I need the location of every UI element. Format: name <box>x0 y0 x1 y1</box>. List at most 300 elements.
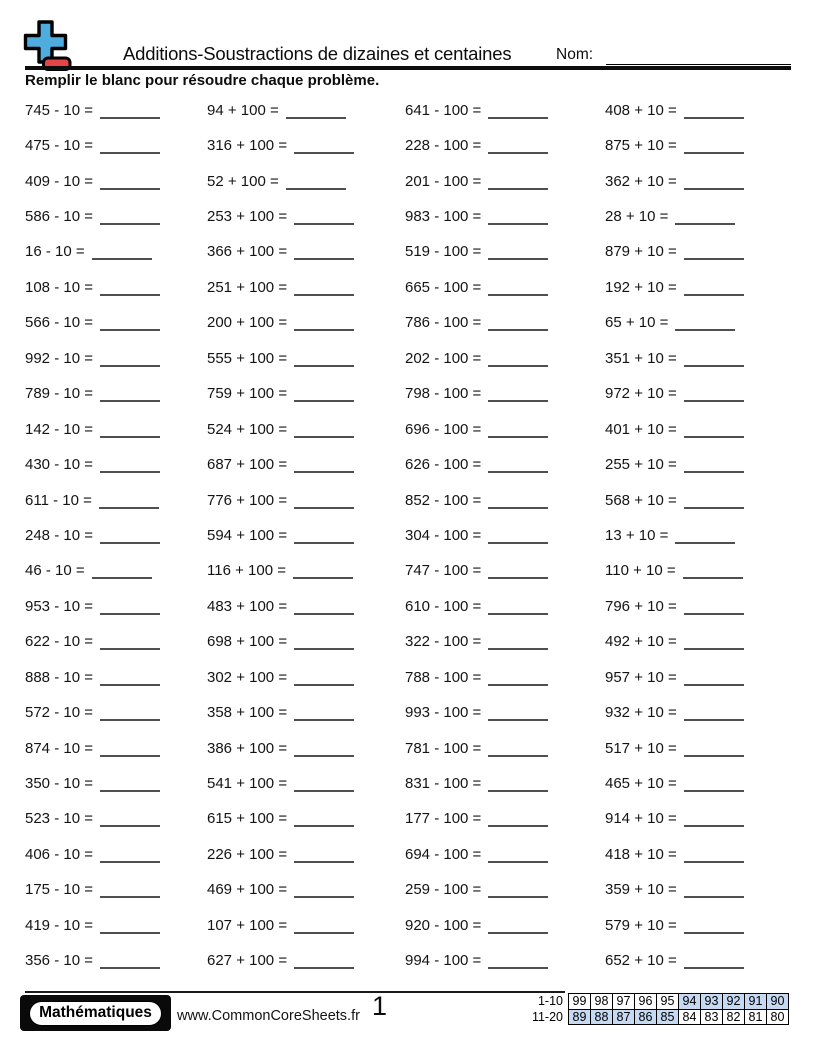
problem-cell <box>207 385 405 403</box>
header-divider <box>25 66 791 70</box>
problem-cell <box>207 137 405 155</box>
equation-text: 322 - 100 = <box>405 633 482 651</box>
answer-blank[interactable] <box>294 245 354 260</box>
answer-blank[interactable] <box>675 210 735 225</box>
equation-text: 202 - 100 = <box>405 349 482 367</box>
answer-blank[interactable] <box>488 671 548 686</box>
problem-cell <box>207 952 405 970</box>
problem-cell <box>605 669 791 687</box>
equation-text: 409 - 10 = <box>25 172 93 190</box>
problem-cell <box>605 385 791 403</box>
equation-text: 475 - 10 = <box>25 137 93 155</box>
equation-text: 555 + 100 = <box>207 349 288 367</box>
score-cell: 80 <box>767 1009 789 1025</box>
answer-blank[interactable] <box>488 742 548 757</box>
equation-text: 627 + 100 = <box>207 952 288 970</box>
problem-cell <box>405 881 605 899</box>
answer-blank[interactable] <box>488 423 548 438</box>
problem-cell <box>25 279 207 297</box>
problem-cell <box>25 102 207 120</box>
answer-blank[interactable] <box>294 635 354 650</box>
score-cell: 95 <box>657 994 679 1010</box>
problem-cell <box>25 598 207 616</box>
answer-blank[interactable] <box>294 423 354 438</box>
problem-cell <box>25 917 207 935</box>
equation-text: 52 + 100 = <box>207 172 279 190</box>
answer-blank[interactable] <box>488 352 548 367</box>
answer-blank[interactable] <box>488 281 548 296</box>
answer-blank[interactable] <box>684 635 744 650</box>
problem-cell <box>25 137 207 155</box>
equation-text: 253 + 100 = <box>207 208 288 226</box>
equation-text: 177 - 100 = <box>405 810 482 828</box>
equation-text: 469 + 100 = <box>207 881 288 899</box>
problem-cell <box>207 775 405 793</box>
score-row <box>518 1009 789 1025</box>
answer-blank[interactable] <box>488 175 548 190</box>
answer-blank[interactable] <box>684 919 744 934</box>
answer-blank[interactable] <box>488 600 548 615</box>
answer-blank[interactable] <box>488 529 548 544</box>
score-cell: 98 <box>591 994 613 1010</box>
answer-blank[interactable] <box>286 104 346 119</box>
problem-cell <box>605 314 791 332</box>
answer-blank[interactable] <box>100 706 160 721</box>
answer-blank[interactable] <box>488 245 548 260</box>
problem-cell <box>605 137 791 155</box>
score-cell: 97 <box>613 994 635 1010</box>
answer-blank[interactable] <box>294 883 354 898</box>
problem-cell <box>207 492 405 510</box>
answer-blank[interactable] <box>100 742 160 757</box>
problem-cell <box>605 492 791 510</box>
name-blank-line[interactable] <box>606 44 791 65</box>
problem-cell <box>25 669 207 687</box>
problem-cell <box>207 704 405 722</box>
answer-blank[interactable] <box>488 139 548 154</box>
answer-blank[interactable] <box>294 742 354 757</box>
problem-cell <box>605 279 791 297</box>
problems-grid <box>25 93 791 979</box>
answer-blank[interactable] <box>294 494 354 509</box>
answer-blank[interactable] <box>488 104 548 119</box>
problem-cell <box>25 633 207 651</box>
score-cell: 96 <box>635 994 657 1010</box>
problem-cell <box>25 775 207 793</box>
answer-blank[interactable] <box>293 564 353 579</box>
answer-blank[interactable] <box>684 671 744 686</box>
equation-text: 541 + 100 = <box>207 775 288 793</box>
equation-text: 465 + 10 = <box>605 775 677 793</box>
score-cell: 93 <box>701 994 723 1010</box>
equation-text: 524 + 100 = <box>207 420 288 438</box>
problem-cell <box>605 704 791 722</box>
answer-blank[interactable] <box>675 529 735 544</box>
problem-cell <box>25 846 207 864</box>
answer-blank[interactable] <box>294 458 354 473</box>
problem-cell <box>405 102 605 120</box>
equation-text: 696 - 100 = <box>405 420 482 438</box>
problem-cell <box>405 173 605 191</box>
score-cell: 83 <box>701 1009 723 1025</box>
problem-cell <box>207 881 405 899</box>
problem-cell <box>207 173 405 191</box>
problem-cell <box>405 314 605 332</box>
problem-cell <box>405 421 605 439</box>
equation-text: 914 + 10 = <box>605 810 677 828</box>
answer-blank[interactable] <box>684 706 744 721</box>
problem-cell <box>25 350 207 368</box>
score-cell: 82 <box>723 1009 745 1025</box>
equation-text: 358 + 100 = <box>207 704 288 722</box>
answer-blank[interactable] <box>684 600 744 615</box>
problem-cell <box>207 350 405 368</box>
equation-text: 362 + 10 = <box>605 172 677 190</box>
problem-cell <box>405 137 605 155</box>
problem-cell <box>405 562 605 580</box>
problem-cell <box>25 952 207 970</box>
answer-blank[interactable] <box>488 316 548 331</box>
answer-blank[interactable] <box>684 352 744 367</box>
equation-text: 611 - 10 = <box>25 491 92 509</box>
answer-blank[interactable] <box>100 848 160 863</box>
equation-text: 992 - 10 = <box>25 349 93 367</box>
problem-cell <box>207 562 405 580</box>
plus-minus-logo-icon <box>20 18 72 72</box>
equation-text: 586 - 10 = <box>25 208 93 226</box>
answer-blank[interactable] <box>684 494 744 509</box>
answer-blank[interactable] <box>100 600 160 615</box>
brand-label: Mathématiques <box>29 1001 162 1026</box>
score-cell: 89 <box>569 1009 591 1025</box>
answer-blank[interactable] <box>684 139 744 154</box>
equation-text: 142 - 10 = <box>25 420 93 438</box>
answer-blank[interactable] <box>100 281 160 296</box>
equation-text: 201 - 100 = <box>405 172 482 190</box>
answer-blank[interactable] <box>100 210 160 225</box>
equation-text: 401 + 10 = <box>605 420 677 438</box>
equation-text: 519 - 100 = <box>405 243 482 261</box>
score-cell: 94 <box>679 994 701 1010</box>
answer-blank[interactable] <box>100 316 160 331</box>
footer-divider <box>25 991 565 993</box>
equation-text: 28 + 10 = <box>605 208 669 226</box>
answer-blank[interactable] <box>684 245 744 260</box>
instruction-text: Remplir le blanc pour résoudre chaque problème. <box>25 72 380 89</box>
answer-blank[interactable] <box>488 883 548 898</box>
problem-cell <box>605 846 791 864</box>
equation-text: 776 + 100 = <box>207 491 288 509</box>
equation-text: 359 + 10 = <box>605 881 677 899</box>
problem-cell <box>605 102 791 120</box>
problem-cell <box>605 810 791 828</box>
equation-text: 781 - 100 = <box>405 739 482 757</box>
answer-blank[interactable] <box>488 777 548 792</box>
answer-blank[interactable] <box>488 848 548 863</box>
answer-blank[interactable] <box>488 954 548 969</box>
answer-blank[interactable] <box>100 139 160 154</box>
answer-blank[interactable] <box>100 175 160 190</box>
answer-blank[interactable] <box>675 316 735 331</box>
equation-text: 786 - 100 = <box>405 314 482 332</box>
problem-cell <box>207 102 405 120</box>
answer-blank[interactable] <box>92 564 152 579</box>
equation-text: 852 - 100 = <box>405 491 482 509</box>
answer-blank[interactable] <box>684 175 744 190</box>
answer-blank[interactable] <box>294 812 354 827</box>
answer-blank[interactable] <box>100 387 160 402</box>
answer-blank[interactable] <box>488 706 548 721</box>
answer-blank[interactable] <box>488 387 548 402</box>
equation-text: 983 - 100 = <box>405 208 482 226</box>
equation-text: 192 + 10 = <box>605 278 677 296</box>
answer-blank[interactable] <box>286 175 346 190</box>
equation-text: 259 - 100 = <box>405 881 482 899</box>
equation-text: 626 - 100 = <box>405 456 482 474</box>
score-cell: 85 <box>657 1009 679 1025</box>
problem-cell <box>405 243 605 261</box>
answer-blank[interactable] <box>684 777 744 792</box>
equation-text: 316 + 100 = <box>207 137 288 155</box>
problem-cell <box>25 881 207 899</box>
answer-blank[interactable] <box>100 635 160 650</box>
answer-blank[interactable] <box>683 564 743 579</box>
equation-text: 419 - 10 = <box>25 916 93 934</box>
website-link[interactable]: www.CommonCoreSheets.fr <box>177 1008 360 1024</box>
problem-cell <box>207 421 405 439</box>
equation-text: 255 + 10 = <box>605 456 677 474</box>
answer-blank[interactable] <box>100 458 160 473</box>
problem-cell <box>605 350 791 368</box>
answer-blank[interactable] <box>684 812 744 827</box>
equation-text: 875 + 10 = <box>605 137 677 155</box>
answer-blank[interactable] <box>684 281 744 296</box>
answer-blank[interactable] <box>100 423 160 438</box>
equation-text: 615 + 100 = <box>207 810 288 828</box>
equation-text: 641 - 100 = <box>405 101 482 119</box>
problem-cell <box>405 775 605 793</box>
plus-icon <box>26 22 66 62</box>
problem-cell <box>605 881 791 899</box>
page-number: 1 <box>372 991 388 1021</box>
equation-text: 251 + 100 = <box>207 278 288 296</box>
equation-text: 745 - 10 = <box>25 101 93 119</box>
answer-blank[interactable] <box>684 742 744 757</box>
equation-text: 46 - 10 = <box>25 562 85 580</box>
answer-blank[interactable] <box>294 777 354 792</box>
answer-blank[interactable] <box>294 954 354 969</box>
score-row-label: 11-20 <box>531 1009 563 1024</box>
answer-blank[interactable] <box>100 671 160 686</box>
problem-cell <box>207 527 405 545</box>
problem-cell <box>605 952 791 970</box>
problem-cell <box>207 846 405 864</box>
equation-text: 789 - 10 = <box>25 385 93 403</box>
equation-text: 788 - 100 = <box>405 668 482 686</box>
answer-blank[interactable] <box>684 848 744 863</box>
problem-cell <box>605 173 791 191</box>
answer-blank[interactable] <box>684 104 744 119</box>
answer-blank[interactable] <box>294 919 354 934</box>
problem-cell <box>605 633 791 651</box>
equation-text: 759 + 100 = <box>207 385 288 403</box>
equation-text: 175 - 10 = <box>25 881 93 899</box>
equation-text: 302 + 100 = <box>207 668 288 686</box>
answer-blank[interactable] <box>684 458 744 473</box>
answer-blank[interactable] <box>294 210 354 225</box>
problem-cell <box>405 846 605 864</box>
problem-cell <box>405 810 605 828</box>
answer-blank[interactable] <box>488 635 548 650</box>
score-cell: 81 <box>745 1009 767 1025</box>
answer-blank[interactable] <box>294 600 354 615</box>
answer-blank[interactable] <box>294 706 354 721</box>
equation-text: 116 + 100 = <box>207 562 286 580</box>
equation-text: 796 + 10 = <box>605 597 677 615</box>
equation-text: 523 - 10 = <box>25 810 93 828</box>
equation-text: 694 - 100 = <box>405 845 482 863</box>
problem-cell <box>405 704 605 722</box>
answer-blank[interactable] <box>294 281 354 296</box>
problem-cell <box>25 810 207 828</box>
answer-blank[interactable] <box>488 458 548 473</box>
problem-cell <box>405 456 605 474</box>
equation-text: 798 - 100 = <box>405 385 482 403</box>
answer-blank[interactable] <box>488 812 548 827</box>
problem-cell <box>605 740 791 758</box>
equation-text: 953 - 10 = <box>25 597 93 615</box>
score-row-label: 1-10 <box>537 994 563 1009</box>
answer-blank[interactable] <box>488 210 548 225</box>
equation-text: 356 - 10 = <box>25 952 93 970</box>
equation-text: 351 + 10 = <box>605 349 677 367</box>
equation-text: 610 - 100 = <box>405 597 482 615</box>
answer-blank[interactable] <box>100 919 160 934</box>
problem-cell <box>605 456 791 474</box>
answer-blank[interactable] <box>294 529 354 544</box>
problem-cell <box>25 492 207 510</box>
score-cell: 88 <box>591 1009 613 1025</box>
answer-blank[interactable] <box>100 812 160 827</box>
equation-text: 622 - 10 = <box>25 633 93 651</box>
equation-text: 248 - 10 = <box>25 526 93 544</box>
problem-cell <box>405 527 605 545</box>
problem-cell <box>605 917 791 935</box>
answer-blank[interactable] <box>488 919 548 934</box>
equation-text: 483 + 100 = <box>207 597 288 615</box>
problem-cell <box>207 314 405 332</box>
answer-blank[interactable] <box>294 139 354 154</box>
equation-text: 572 - 10 = <box>25 704 93 722</box>
equation-text: 108 - 10 = <box>25 278 93 296</box>
equation-text: 304 - 100 = <box>405 526 482 544</box>
equation-text: 594 + 100 = <box>207 526 288 544</box>
problem-cell <box>605 527 791 545</box>
problem-cell <box>405 350 605 368</box>
problem-cell <box>605 243 791 261</box>
problem-cell <box>405 633 605 651</box>
answer-blank[interactable] <box>100 777 160 792</box>
equation-text: 430 - 10 = <box>25 456 93 474</box>
name-label: Nom: <box>556 46 594 63</box>
equation-text: 16 - 10 = <box>25 243 85 261</box>
problem-cell <box>405 279 605 297</box>
answer-blank[interactable] <box>294 848 354 863</box>
problem-cell <box>405 917 605 935</box>
problem-cell <box>605 421 791 439</box>
equation-text: 110 + 10 = <box>605 562 676 580</box>
answer-blank[interactable] <box>684 387 744 402</box>
problem-cell <box>207 810 405 828</box>
equation-text: 65 + 10 = <box>605 314 669 332</box>
equation-text: 94 + 100 = <box>207 101 279 119</box>
equation-text: 747 - 100 = <box>405 562 482 580</box>
equation-text: 993 - 100 = <box>405 704 482 722</box>
answer-blank[interactable] <box>294 352 354 367</box>
score-cell: 99 <box>569 994 591 1010</box>
problem-cell <box>405 740 605 758</box>
answer-blank[interactable] <box>488 494 548 509</box>
answer-blank[interactable] <box>92 245 152 260</box>
equation-text: 406 - 10 = <box>25 845 93 863</box>
problem-cell <box>405 492 605 510</box>
score-table <box>518 993 789 1025</box>
problem-cell <box>25 704 207 722</box>
answer-blank[interactable] <box>100 529 160 544</box>
answer-blank[interactable] <box>488 564 548 579</box>
answer-blank[interactable] <box>294 316 354 331</box>
answer-blank[interactable] <box>99 494 159 509</box>
answer-blank[interactable] <box>100 352 160 367</box>
equation-text: 366 + 100 = <box>207 243 288 261</box>
equation-text: 579 + 10 = <box>605 916 677 934</box>
problem-cell <box>25 243 207 261</box>
equation-text: 13 + 10 = <box>605 526 669 544</box>
problem-cell <box>605 562 791 580</box>
problem-cell <box>25 456 207 474</box>
equation-text: 957 + 10 = <box>605 668 677 686</box>
answer-blank[interactable] <box>684 883 744 898</box>
answer-blank[interactable] <box>100 954 160 969</box>
problem-cell <box>25 173 207 191</box>
score-cell: 86 <box>635 1009 657 1025</box>
problem-cell <box>605 598 791 616</box>
answer-blank[interactable] <box>100 883 160 898</box>
equation-text: 408 + 10 = <box>605 101 677 119</box>
problem-cell <box>405 669 605 687</box>
equation-text: 874 - 10 = <box>25 739 93 757</box>
problem-cell <box>405 952 605 970</box>
problem-cell <box>207 279 405 297</box>
equation-text: 652 + 10 = <box>605 952 677 970</box>
equation-text: 517 + 10 = <box>605 739 677 757</box>
answer-blank[interactable] <box>294 387 354 402</box>
answer-blank[interactable] <box>684 423 744 438</box>
answer-blank[interactable] <box>294 671 354 686</box>
equation-text: 226 + 100 = <box>207 845 288 863</box>
problem-cell <box>25 208 207 226</box>
equation-text: 831 - 100 = <box>405 775 482 793</box>
answer-blank[interactable] <box>100 104 160 119</box>
equation-text: 418 + 10 = <box>605 845 677 863</box>
problem-cell <box>405 598 605 616</box>
problem-cell <box>605 208 791 226</box>
equation-text: 879 + 10 = <box>605 243 677 261</box>
equation-text: 386 + 100 = <box>207 739 288 757</box>
equation-text: 568 + 10 = <box>605 491 677 509</box>
answer-blank[interactable] <box>684 954 744 969</box>
problem-cell <box>25 385 207 403</box>
